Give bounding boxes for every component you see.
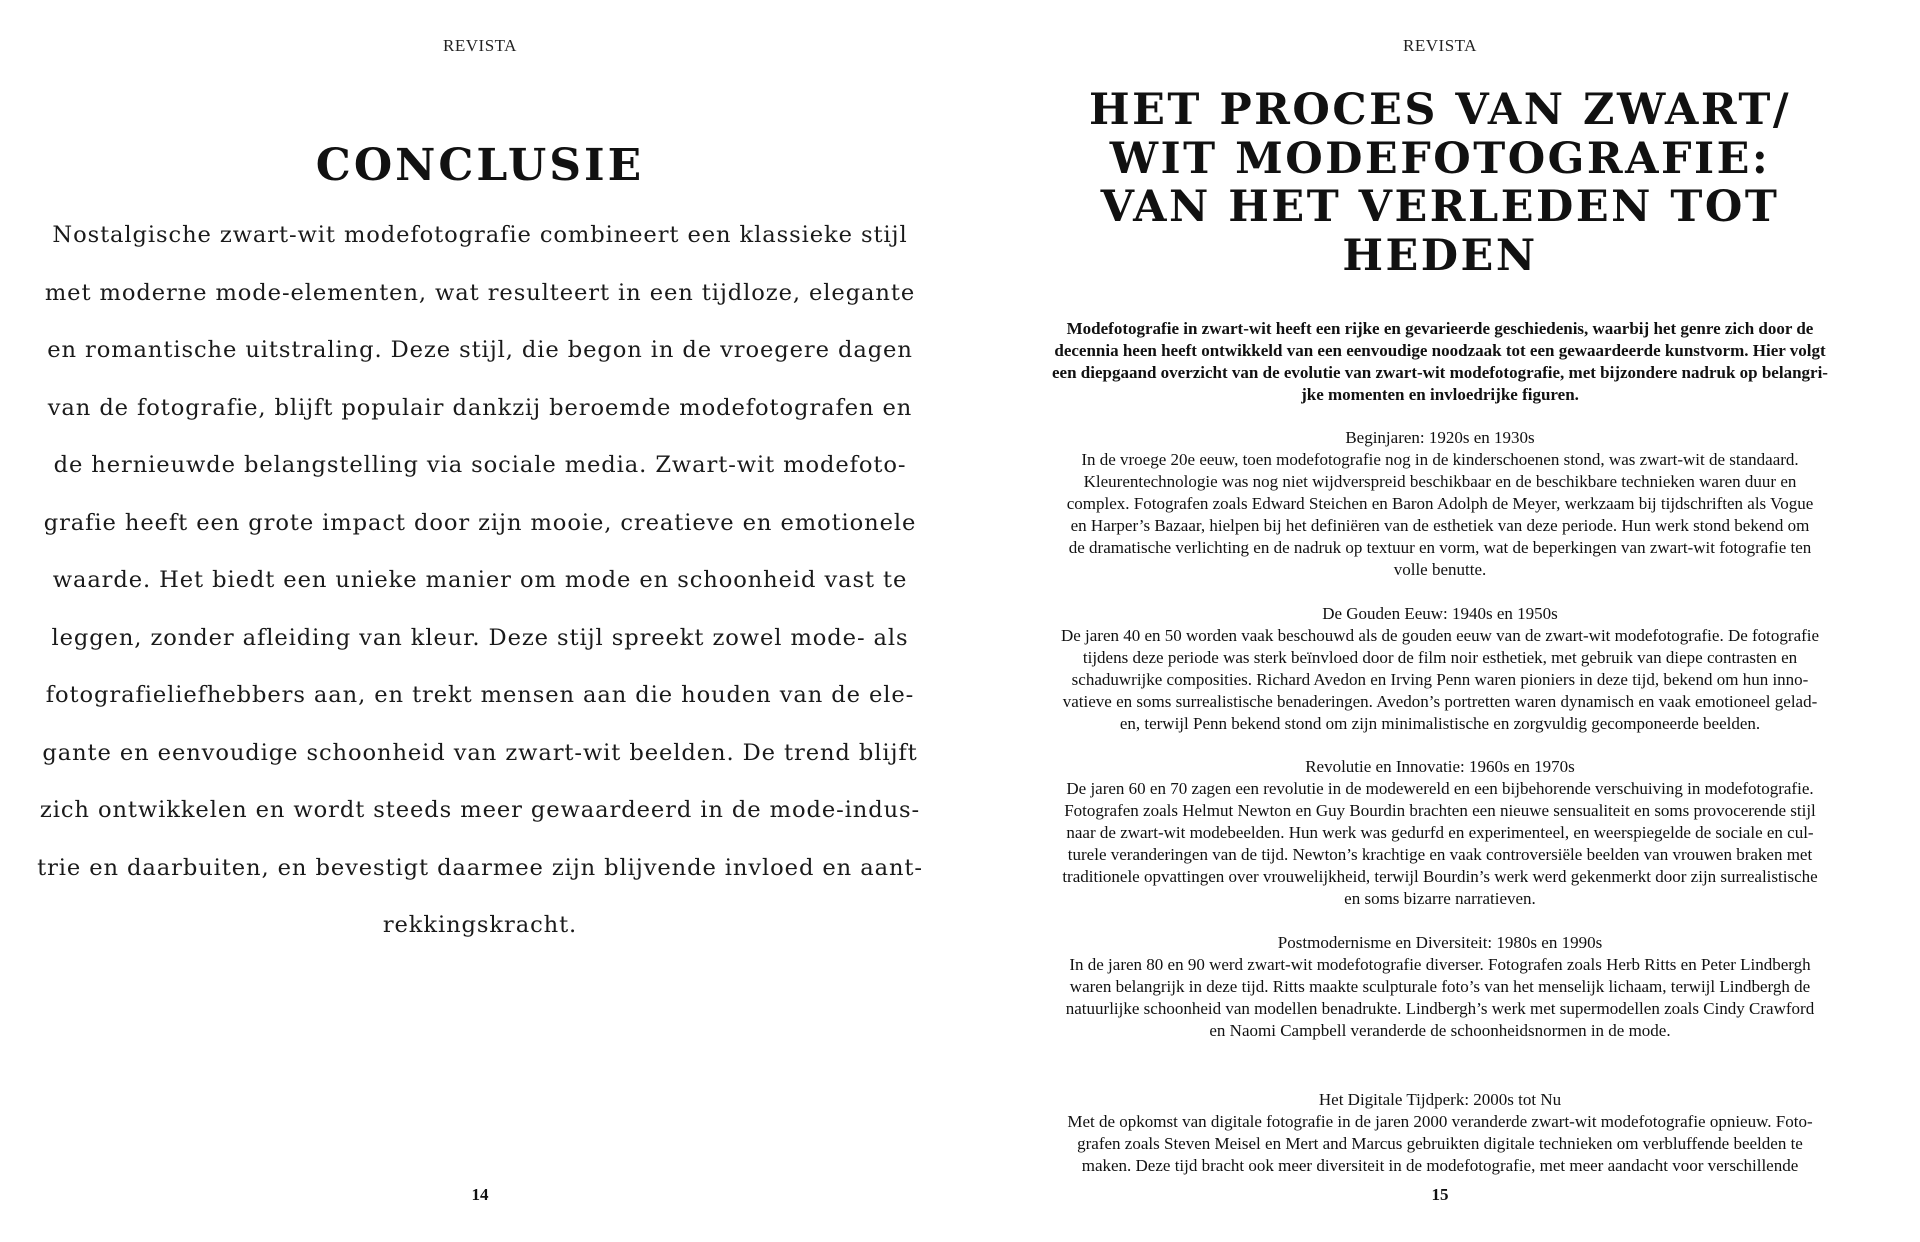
article-title-line: WIT MODEFOTOGRAFIE: [1109, 133, 1771, 184]
section-line: In de jaren 80 en 90 werd zwart-wit modefotografie diverser. Fotografen zoals Herb Ritts en Peter Lindbergh [1069, 955, 1811, 974]
section-line: Fotografen zoals Helmut Newton en Guy Bourdin brachten een nieuwe sensualiteit en soms provocerende stijl [1064, 801, 1816, 820]
section-line: natuurlijke schoonheid van modellen benadrukte. Lindbergh’s werk met supermodellen zoals Cindy Crawford [1065, 999, 1815, 1018]
conclusion-line: Nostalgische zwart-wit modefotografie combineert een klassieke stijl [52, 222, 908, 248]
section-line: In de vroege 20e eeuw, toen modefotografie nog in de kinderschoenen stond, was zwart-wit de standaard. [1081, 450, 1799, 469]
article-title [960, 86, 1920, 280]
page-number-left: 14 [471, 1185, 489, 1204]
article-title-line: HET PROCES VAN ZWART/ [1088, 85, 1792, 135]
conclusion-line: waarde. Het biedt een unieke manier om mode en schoonheid vast te [52, 567, 908, 593]
article-title-line: HEDEN [1342, 230, 1538, 281]
section-line: en soms bizarre narratieven. [1344, 889, 1536, 908]
section-line: De jaren 60 en 70 zagen een revolutie in de modewereld en een bijbehorende verschuiving in modefotografie. [1066, 779, 1814, 798]
section-heading: Revolutie en Innovatie: 1960s en 1970s [1305, 757, 1575, 776]
section-gouden-eeuw [980, 603, 1900, 735]
conclusion-line: grafie heeft een grote impact door zijn mooie, creatieve en emotionele [43, 509, 917, 536]
conclusion-line: rekkingskracht. [382, 912, 578, 938]
section-line: de dramatische verlichting en de nadruk op textuur en vorm, wat de beperkingen van zwart-wit fotografie ten [1068, 538, 1812, 557]
section-line: en, terwijl Penn bekend stond om zijn minimalistische en zorgvuldig gecomponeerde beelden. [1119, 714, 1761, 733]
running-head-right: REVISTA [1403, 36, 1477, 55]
right-page [960, 0, 1920, 1242]
conclusion-line: fotografieliefhebbers aan, en trekt mensen aan die houden van de ele- [45, 682, 915, 708]
section-line: grafen zoals Steven Meisel en Mert and Marcus gebruikten digitale technieken om verbluffende beelden te [1077, 1134, 1803, 1153]
running-head-left: REVISTA [443, 36, 517, 55]
section-heading: Beginjaren: 1920s en 1930s [1345, 428, 1535, 447]
section-line: complex. Fotografen zoals Edward Steichen en Baron Adolph de Meyer, werkzaam bij tijdschriften als Vogue [1066, 494, 1814, 513]
section-line: vatieve en soms surrealistische benaderingen. Avedon’s portretten waren dynamisch en vaak emotioneel gelad- [1062, 692, 1818, 711]
section-line: De jaren 40 en 50 worden vaak beschouwd als de gouden eeuw van de zwart-wit modefotografie. De fotografie [1060, 626, 1820, 645]
article-title-line: VAN HET VERLEDEN TOT [1100, 182, 1780, 232]
conclusion-line: gante en eenvoudige schoonheid van zwart-wit beelden. De trend blijft [42, 739, 918, 766]
conclusion-line: van de fotografie, blijft populair dankzij beroemde modefotografen en [47, 394, 913, 421]
section-heading: Het Digitale Tijdperk: 2000s tot Nu [1318, 1090, 1562, 1109]
section-postmodernisme [980, 932, 1900, 1042]
article-intro [980, 318, 1900, 406]
conclusion-line: de hernieuwde belangstelling via sociale media. Zwart-wit modefoto- [53, 452, 907, 478]
conclusion-line: met moderne mode-elementen, wat resulteert in een tijdloze, elegante [44, 279, 916, 306]
section-revolutie [980, 756, 1900, 910]
intro-line: jke momenten en invloedrijke figuren. [1301, 385, 1579, 404]
conclusion-line: trie en daarbuiten, en bevestigt daarmee zijn blijvende invloed en aant- [37, 854, 923, 881]
section-line: Kleurentechnologie was nog niet wijdverspreid beschikbaar en de beschikbare technieken waren duur en [1083, 472, 1797, 491]
section-beginjaren [980, 427, 1900, 581]
section-line: tijdens deze periode was sterk beïnvloed door de film noir esthetiek, met gebruik van diepe contrasten en [1082, 648, 1798, 667]
intro-line: een diepgaand overzicht van de evolutie van zwart-wit modefotografie, met bijzondere nadruk op belangri- [1052, 363, 1828, 382]
section-line: waren belangrijk in deze tijd. Ritts maakte sculpturale foto’s van het menselijk lichaam, terwijl Lindbergh de [1069, 977, 1811, 996]
page-number-right: 15 [1431, 1185, 1449, 1204]
intro-line: decennia heen heeft ontwikkeld van een eenvoudige noodzaak tot een gewaardeerde kunstvorm. Hier volgt [1054, 341, 1826, 360]
conclusion-line: en romantische uitstraling. Deze stijl, die begon in de vroegere dagen [47, 337, 913, 363]
intro-line: Modefotografie in zwart-wit heeft een rijke en gevarieerde geschiedenis, waarbij het genre zich door de [1066, 319, 1814, 338]
section-line: maken. Deze tijd bracht ook meer diversiteit in de modefotografie, met meer aandacht voor verschillende [1081, 1156, 1799, 1175]
section-heading: De Gouden Eeuw: 1940s en 1950s [1322, 604, 1558, 623]
section-line: turele veranderingen van de tijd. Newton’s krachtige en vaak controversiële beelden van vrouwen braken met [1067, 845, 1813, 864]
conclusion-line: zich ontwikkelen en wordt steeds meer gewaardeerd in de mode-indus- [39, 797, 921, 823]
conclusion-title: CONCLUSIE [315, 140, 645, 191]
section-line: en Naomi Campbell veranderde de schoonheidsnormen in de mode. [1209, 1021, 1671, 1040]
section-line: naar de zwart-wit modebeelden. Hun werk was gedurfd en experimenteel, en weerspiegelde de sociale en cul- [1066, 823, 1814, 842]
section-line: en Harper’s Bazaar, hielpen bij het definiëren van de esthetiek van deze periode. Hun werk stond bekend om [1070, 516, 1810, 535]
section-line: traditionele opvattingen over vrouwelijkheid, terwijl Bourdin’s werk werd gekenmerkt door zijn surrealistische [1062, 867, 1818, 886]
section-heading: Postmodernisme en Diversiteit: 1980s en 1990s [1277, 933, 1603, 952]
section-digitale-tijdperk [980, 1089, 1900, 1177]
section-line: schaduwrijke composities. Richard Avedon en Irving Penn waren pioniers in deze tijd, bekend om hun inno- [1071, 670, 1809, 689]
section-line: volle benutte. [1393, 560, 1487, 579]
section-line: Met de opkomst van digitale fotografie in de jaren 2000 veranderde zwart-wit modefotografie opnieuw. Foto- [1067, 1112, 1813, 1131]
conclusion-body [30, 207, 930, 955]
conclusion-line: leggen, zonder afleiding van kleur. Deze stijl spreekt zowel mode- als [51, 624, 909, 651]
